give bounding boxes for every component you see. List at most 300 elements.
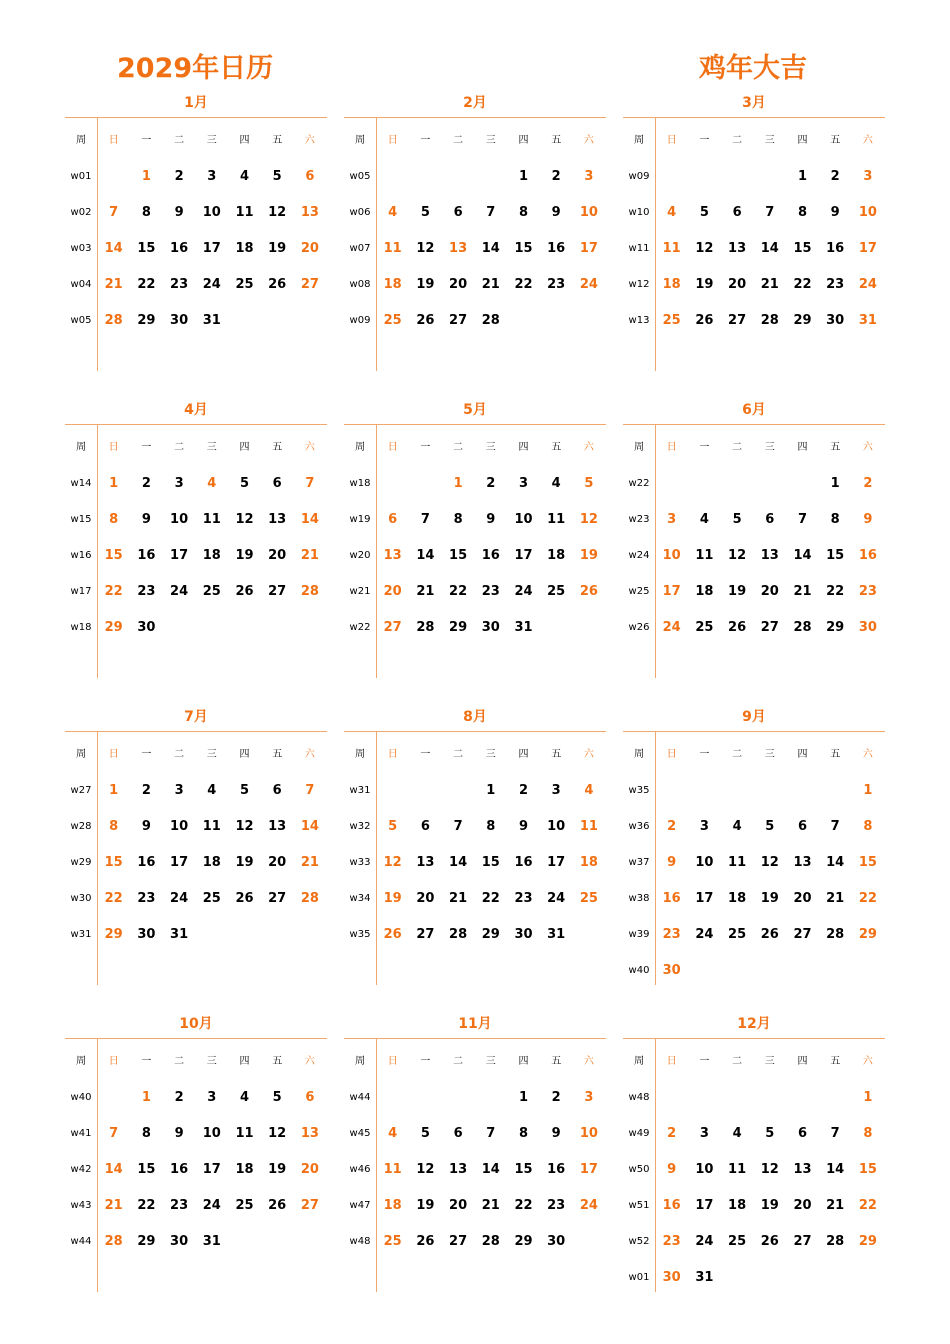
week-number: w04 <box>70 279 92 290</box>
day-cell: 2 <box>667 1126 677 1141</box>
day-cell: 17 <box>202 1162 221 1177</box>
day-cell: 31 <box>547 927 566 942</box>
day-cell: 9 <box>551 1126 561 1141</box>
day-cell: 9 <box>174 205 184 220</box>
day-cell: 15 <box>514 1162 533 1177</box>
week-number: w23 <box>628 514 650 525</box>
day-cell: 8 <box>830 512 840 527</box>
day-cell: 7 <box>420 512 430 527</box>
day-cell: 18 <box>235 241 254 256</box>
day-cell: 30 <box>826 313 845 328</box>
weekday-header: 五 <box>272 135 283 146</box>
day-cell: 6 <box>420 819 430 834</box>
day-cell: 30 <box>137 620 156 635</box>
day-cell: 2 <box>518 783 529 798</box>
month-header-rule <box>65 731 327 732</box>
week-number: w14 <box>70 478 92 489</box>
day-cell: 4 <box>239 1090 250 1105</box>
month-name: 4月 <box>184 402 208 418</box>
day-cell: 14 <box>481 241 500 256</box>
day-cell: 8 <box>863 819 873 834</box>
day-cell: 21 <box>104 1198 123 1213</box>
day-cell: 22 <box>137 1198 156 1213</box>
day-cell: 29 <box>137 1234 156 1249</box>
day-cell: 7 <box>305 783 315 798</box>
day-cell: 16 <box>170 241 189 256</box>
weekday-header: 一 <box>420 1056 431 1067</box>
day-cell: 21 <box>416 584 435 599</box>
week-column-header: 周 <box>355 442 365 453</box>
weekday-header: 一 <box>420 442 431 453</box>
day-cell: 6 <box>305 1090 315 1105</box>
day-cell: 24 <box>579 1198 598 1213</box>
week-number: w32 <box>349 821 371 832</box>
weekday-header: 二 <box>453 749 464 760</box>
day-cell: 5 <box>765 819 775 834</box>
day-cell: 19 <box>235 855 254 870</box>
day-cell: 9 <box>141 512 151 527</box>
week-number: w11 <box>628 243 650 254</box>
day-cell: 30 <box>547 1234 566 1249</box>
day-cell: 15 <box>858 1162 877 1177</box>
day-cell: 1 <box>797 169 808 184</box>
weekday-header: 六 <box>583 1056 594 1067</box>
week-number: w51 <box>628 1200 650 1211</box>
day-cell: 15 <box>104 855 123 870</box>
day-cell: 11 <box>728 1162 747 1177</box>
week-number: w21 <box>349 586 371 597</box>
weekday-header: 五 <box>551 442 562 453</box>
month-block <box>65 402 327 686</box>
week-number: w43 <box>70 1200 92 1211</box>
day-cell: 11 <box>662 241 681 256</box>
day-cell: 4 <box>732 1126 742 1141</box>
weekday-header: 三 <box>206 442 217 453</box>
day-cell: 19 <box>383 891 402 906</box>
weekday-header: 二 <box>174 135 185 146</box>
weekday-header: 六 <box>583 442 594 453</box>
day-cell: 5 <box>420 1126 430 1141</box>
week-column-header: 周 <box>76 1056 86 1067</box>
weekday-header: 三 <box>764 135 775 146</box>
day-cell: 16 <box>547 1162 566 1177</box>
day-cell: 17 <box>695 1198 714 1213</box>
week-column-header: 周 <box>634 1056 644 1067</box>
day-cell: 3 <box>863 169 873 184</box>
day-cell: 16 <box>137 855 156 870</box>
day-cell: 7 <box>830 1126 840 1141</box>
day-cell: 1 <box>109 476 119 491</box>
weekday-header: 四 <box>239 135 250 146</box>
day-cell: 21 <box>793 584 812 599</box>
month-block <box>65 709 327 993</box>
week-number: w16 <box>70 550 92 561</box>
month-header-rule <box>344 117 606 118</box>
day-cell: 12 <box>235 819 254 834</box>
day-cell: 13 <box>268 512 287 527</box>
week-column-header: 周 <box>355 1056 365 1067</box>
day-cell: 4 <box>388 1126 398 1141</box>
day-cell: 29 <box>137 313 156 328</box>
day-cell: 8 <box>518 1126 529 1141</box>
day-cell: 17 <box>579 241 598 256</box>
day-cell: 20 <box>268 548 287 563</box>
day-cell: 23 <box>547 277 566 292</box>
weekday-header: 一 <box>420 749 431 760</box>
day-cell: 13 <box>760 548 779 563</box>
day-cell: 28 <box>793 620 812 635</box>
weekday-header: 四 <box>518 749 529 760</box>
day-cell: 8 <box>863 1126 873 1141</box>
day-cell: 28 <box>449 927 468 942</box>
day-cell: 26 <box>235 891 254 906</box>
day-cell: 4 <box>551 476 561 491</box>
week-column-header: 周 <box>76 442 86 453</box>
day-cell: 11 <box>383 241 402 256</box>
week-number: w49 <box>628 1128 650 1139</box>
weekday-header: 五 <box>830 749 841 760</box>
day-cell: 27 <box>268 584 287 599</box>
day-cell: 10 <box>579 205 598 220</box>
day-cell: 1 <box>141 1090 151 1105</box>
day-cell: 26 <box>416 313 435 328</box>
weekday-header: 三 <box>206 135 217 146</box>
day-cell: 27 <box>383 620 402 635</box>
weekday-header: 四 <box>797 1056 808 1067</box>
day-cell: 26 <box>760 927 779 942</box>
day-cell: 25 <box>202 584 221 599</box>
weekday-header: 三 <box>485 135 496 146</box>
weekday-header: 三 <box>206 749 217 760</box>
month-header-rule <box>65 1038 327 1039</box>
day-cell: 2 <box>863 476 873 491</box>
week-number: w38 <box>628 893 650 904</box>
day-cell: 22 <box>104 891 123 906</box>
day-cell: 29 <box>858 927 877 942</box>
day-cell: 17 <box>579 1162 598 1177</box>
day-cell: 25 <box>579 891 598 906</box>
day-cell: 3 <box>551 783 561 798</box>
weekday-header: 日 <box>666 1056 677 1067</box>
month-block <box>344 1016 606 1300</box>
day-cell: 9 <box>518 819 529 834</box>
day-cell: 23 <box>137 891 156 906</box>
day-cell: 31 <box>514 620 533 635</box>
day-cell: 3 <box>207 169 217 184</box>
day-cell: 21 <box>104 277 123 292</box>
day-cell: 14 <box>300 512 319 527</box>
day-cell: 24 <box>695 927 714 942</box>
day-cell: 19 <box>268 1162 287 1177</box>
month-name: 6月 <box>742 402 766 418</box>
day-cell: 29 <box>858 1234 877 1249</box>
day-cell: 5 <box>239 476 250 491</box>
day-cell: 28 <box>300 891 319 906</box>
day-cell: 20 <box>383 584 402 599</box>
day-cell: 16 <box>662 1198 681 1213</box>
weekday-header: 四 <box>797 135 808 146</box>
day-cell: 26 <box>235 584 254 599</box>
week-number: w09 <box>349 315 371 326</box>
day-cell: 22 <box>826 584 845 599</box>
day-cell: 12 <box>695 241 714 256</box>
week-number: w48 <box>349 1236 371 1247</box>
day-cell: 10 <box>662 548 681 563</box>
day-cell: 12 <box>579 512 598 527</box>
day-cell: 21 <box>826 1198 845 1213</box>
day-cell: 28 <box>826 927 845 942</box>
week-number: w44 <box>349 1092 371 1103</box>
day-cell: 16 <box>858 548 877 563</box>
day-cell: 14 <box>481 1162 500 1177</box>
day-cell: 20 <box>728 277 747 292</box>
day-cell: 27 <box>416 927 435 942</box>
day-cell: 7 <box>453 819 463 834</box>
week-column-header: 周 <box>76 749 86 760</box>
week-number: w50 <box>628 1164 650 1175</box>
day-cell: 8 <box>797 205 808 220</box>
week-number: w25 <box>628 586 650 597</box>
day-cell: 13 <box>300 1126 319 1141</box>
day-cell: 6 <box>453 205 463 220</box>
weekday-header: 一 <box>420 135 431 146</box>
day-cell: 28 <box>104 313 123 328</box>
week-number: w15 <box>70 514 92 525</box>
day-cell: 21 <box>481 1198 500 1213</box>
week-number: w03 <box>70 243 92 254</box>
day-cell: 22 <box>137 277 156 292</box>
day-cell: 11 <box>235 1126 254 1141</box>
weekday-header: 五 <box>272 1056 283 1067</box>
day-cell: 27 <box>793 927 812 942</box>
day-cell: 11 <box>547 512 566 527</box>
day-cell: 6 <box>453 1126 463 1141</box>
day-cell: 30 <box>170 313 189 328</box>
day-cell: 3 <box>699 1126 709 1141</box>
weekday-header: 四 <box>239 749 250 760</box>
day-cell: 26 <box>728 620 747 635</box>
week-number: w18 <box>349 478 371 489</box>
week-number: w46 <box>349 1164 371 1175</box>
day-cell: 14 <box>826 1162 845 1177</box>
day-cell: 19 <box>760 891 779 906</box>
day-cell: 18 <box>579 855 598 870</box>
day-cell: 19 <box>235 548 254 563</box>
day-cell: 6 <box>797 819 808 834</box>
day-cell: 3 <box>584 169 594 184</box>
day-cell: 12 <box>760 1162 779 1177</box>
day-cell: 5 <box>239 783 250 798</box>
day-cell: 27 <box>300 1198 319 1213</box>
calendar-title: 2029年日历 <box>117 53 274 84</box>
day-cell: 20 <box>449 1198 468 1213</box>
weekday-header: 日 <box>108 1056 119 1067</box>
day-cell: 24 <box>202 277 221 292</box>
day-cell: 1 <box>109 783 119 798</box>
month-header-rule <box>344 1038 606 1039</box>
day-cell: 27 <box>268 891 287 906</box>
day-cell: 28 <box>760 313 779 328</box>
weekday-header: 六 <box>862 1056 873 1067</box>
weekday-header: 五 <box>551 135 562 146</box>
day-cell: 29 <box>104 927 123 942</box>
weekday-header: 三 <box>485 1056 496 1067</box>
day-cell: 2 <box>174 169 184 184</box>
day-cell: 5 <box>272 169 282 184</box>
day-cell: 9 <box>830 205 840 220</box>
day-cell: 12 <box>383 855 402 870</box>
week-number: w24 <box>628 550 650 561</box>
weekday-header: 三 <box>485 749 496 760</box>
week-number: w22 <box>628 478 650 489</box>
day-cell: 9 <box>667 1162 677 1177</box>
month-block <box>65 1016 327 1300</box>
week-number: w10 <box>628 207 650 218</box>
weekday-header: 日 <box>387 749 398 760</box>
day-cell: 8 <box>141 1126 151 1141</box>
day-cell: 11 <box>695 548 714 563</box>
day-cell: 13 <box>383 548 402 563</box>
day-cell: 12 <box>268 1126 287 1141</box>
day-cell: 20 <box>300 241 319 256</box>
weekday-header: 二 <box>732 1056 743 1067</box>
day-cell: 5 <box>732 512 742 527</box>
day-cell: 25 <box>728 927 747 942</box>
month-name: 5月 <box>463 402 487 418</box>
weekday-header: 日 <box>666 749 677 760</box>
day-cell: 15 <box>137 241 156 256</box>
day-cell: 29 <box>793 313 812 328</box>
day-cell: 26 <box>695 313 714 328</box>
weekday-header: 二 <box>453 1056 464 1067</box>
week-number: w31 <box>70 929 92 940</box>
day-cell: 21 <box>449 891 468 906</box>
day-cell: 5 <box>699 205 709 220</box>
month-block <box>65 95 327 379</box>
weekday-header: 六 <box>862 749 873 760</box>
day-cell: 15 <box>449 548 468 563</box>
day-cell: 1 <box>830 476 840 491</box>
day-cell: 16 <box>547 241 566 256</box>
weekday-header: 四 <box>239 442 250 453</box>
weekday-header: 二 <box>174 749 185 760</box>
day-cell: 13 <box>300 205 319 220</box>
day-cell: 20 <box>268 855 287 870</box>
day-cell: 17 <box>170 855 189 870</box>
week-number: w41 <box>70 1128 92 1139</box>
day-cell: 1 <box>518 169 529 184</box>
day-cell: 22 <box>481 891 500 906</box>
week-number: w13 <box>628 315 650 326</box>
weekday-header: 五 <box>551 749 562 760</box>
weekday-header: 六 <box>304 135 315 146</box>
week-number: w02 <box>70 207 92 218</box>
day-cell: 20 <box>793 891 812 906</box>
day-cell: 14 <box>416 548 435 563</box>
day-cell: 18 <box>235 1162 254 1177</box>
day-cell: 27 <box>728 313 747 328</box>
day-cell: 19 <box>728 584 747 599</box>
day-cell: 19 <box>760 1198 779 1213</box>
weekday-header: 四 <box>518 1056 529 1067</box>
day-cell: 6 <box>305 169 315 184</box>
day-cell: 15 <box>137 1162 156 1177</box>
day-cell: 16 <box>481 548 500 563</box>
day-cell: 9 <box>141 819 151 834</box>
day-cell: 20 <box>793 1198 812 1213</box>
day-cell: 16 <box>662 891 681 906</box>
day-cell: 3 <box>584 1090 594 1105</box>
day-cell: 28 <box>826 1234 845 1249</box>
day-cell: 10 <box>170 819 189 834</box>
day-cell: 7 <box>765 205 775 220</box>
month-name: 7月 <box>184 709 208 725</box>
day-cell: 13 <box>793 855 812 870</box>
day-cell: 22 <box>858 1198 877 1213</box>
day-cell: 10 <box>202 1126 221 1141</box>
day-cell: 22 <box>514 1198 533 1213</box>
day-cell: 8 <box>453 512 463 527</box>
day-cell: 9 <box>174 1126 184 1141</box>
weekday-header: 一 <box>141 749 152 760</box>
day-cell: 23 <box>514 891 533 906</box>
month-block <box>344 402 606 686</box>
day-cell: 25 <box>235 1198 254 1213</box>
day-cell: 9 <box>863 512 873 527</box>
day-cell: 22 <box>104 584 123 599</box>
month-block <box>623 1016 885 1300</box>
week-number: w37 <box>628 857 650 868</box>
day-cell: 1 <box>518 1090 529 1105</box>
day-cell: 23 <box>481 584 500 599</box>
day-cell: 14 <box>826 855 845 870</box>
month-block <box>623 95 885 379</box>
weekday-header: 三 <box>485 442 496 453</box>
day-cell: 1 <box>486 783 496 798</box>
week-number: w05 <box>349 171 371 182</box>
day-cell: 18 <box>728 891 747 906</box>
day-cell: 10 <box>547 819 566 834</box>
weekday-header: 日 <box>387 135 398 146</box>
month-name: 10月 <box>179 1016 213 1032</box>
day-cell: 3 <box>174 783 184 798</box>
day-cell: 10 <box>170 512 189 527</box>
day-cell: 26 <box>579 584 598 599</box>
day-cell: 17 <box>170 548 189 563</box>
day-cell: 20 <box>760 584 779 599</box>
day-cell: 26 <box>268 1198 287 1213</box>
day-cell: 12 <box>416 1162 435 1177</box>
day-cell: 5 <box>584 476 594 491</box>
day-cell: 24 <box>858 277 877 292</box>
day-cell: 18 <box>383 1198 402 1213</box>
weekday-header: 日 <box>108 749 119 760</box>
weekday-header: 一 <box>699 749 710 760</box>
week-number: w48 <box>628 1092 650 1103</box>
day-cell: 17 <box>547 855 566 870</box>
day-cell: 10 <box>514 512 533 527</box>
day-cell: 9 <box>667 855 677 870</box>
week-number: w12 <box>628 279 650 290</box>
day-cell: 7 <box>109 1126 119 1141</box>
weekday-header: 日 <box>387 1056 398 1067</box>
day-cell: 3 <box>174 476 184 491</box>
week-number: w20 <box>349 550 371 561</box>
day-cell: 29 <box>514 1234 533 1249</box>
weekday-header: 日 <box>666 442 677 453</box>
day-cell: 4 <box>239 169 250 184</box>
weekday-header: 一 <box>699 135 710 146</box>
